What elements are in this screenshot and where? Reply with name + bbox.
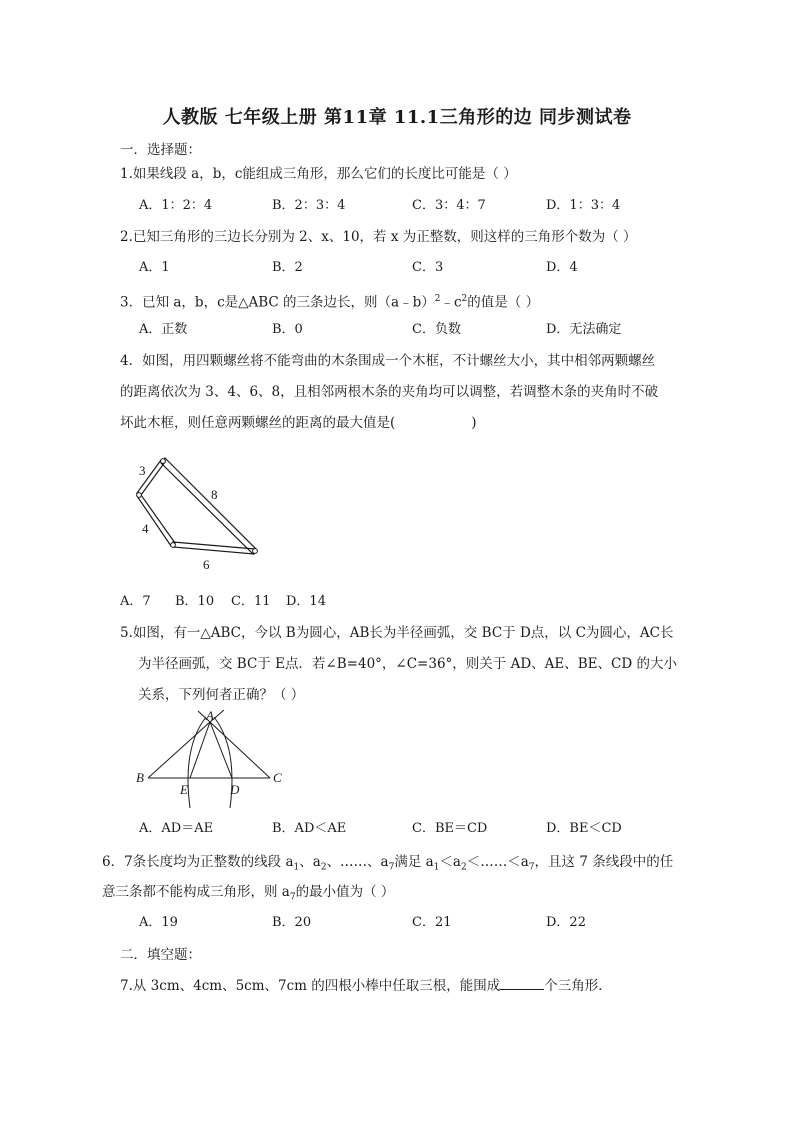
figure-label-e: E [180, 782, 188, 797]
triangle-arc-figure [130, 708, 290, 810]
q6-sub-7b: 7 [528, 862, 535, 873]
q3-option-c: C．负数 [412, 322, 461, 337]
section-heading-fill: 二．填空题： [120, 947, 201, 963]
q1-option-b: B．2：3：4 [272, 198, 346, 213]
q4-line3-text: 坏此木框，则任意两颗螺丝的距离的最大值是( [120, 415, 396, 431]
q6-line2-a: 意三条都不能构成三角形，则 a [102, 884, 290, 900]
frame-screws [137, 459, 258, 554]
question-4-line-2: 的距离依次为 3、4、6、8，且相邻两根木条的夹角均可以调整，若调整木条的夹角时不破 [120, 384, 659, 400]
q3-option-b: B．0 [272, 322, 303, 337]
figure-label-8: 8 [211, 487, 218, 502]
q4-option-c: C．11 [231, 594, 271, 609]
q6-sub-1a: 1 [293, 862, 300, 873]
q6-option-b: B．20 [272, 915, 312, 930]
q3-exponent-2: 2 [461, 294, 468, 304]
q7-text-b: 个三角形． [544, 978, 612, 994]
question-5-line-3: 关系，下列何者正确？（ ） [138, 687, 305, 703]
q4-line3-close: ) [471, 415, 477, 431]
question-6-line-1 [102, 853, 673, 877]
arc-centered-c [188, 717, 206, 808]
question-6-line-2 [102, 883, 394, 907]
segment-ac [210, 722, 270, 778]
question-7-stem [120, 977, 612, 995]
q6-line1-a: 6．7条长度均为正整数的线段 a [102, 854, 294, 870]
question-5-line-2: 为半径画弧，交 BC于 E点．若∠B=40°，∠C=36°，则关于 AD、AE、BE、CD 的大小 [138, 656, 677, 672]
q7-text-a: 7.从 3cm、4cm、5cm、7cm 的四根小棒中任取三根，能围成 [120, 978, 501, 994]
figure-label-a: A [206, 708, 214, 723]
figure-label-3: 3 [139, 463, 146, 478]
screw-top [161, 459, 166, 464]
segment-ab [148, 722, 210, 778]
q2-option-d: D．4 [546, 260, 578, 275]
q6-line1-f: ＜……＜a [466, 854, 529, 870]
question-4-line-1: 4．如图，用四颗螺丝将不能弯曲的木条围成一个木框，不计螺丝大小，其中相邻两颗螺丝 [120, 353, 656, 369]
q6-sub-2b: 2 [461, 862, 467, 873]
screw-bottom [171, 543, 176, 548]
q7-answer-blank [500, 977, 544, 990]
q6-line1-e: ＜a [439, 854, 461, 870]
figure-label-d: D [230, 782, 240, 797]
screw-left [137, 493, 142, 498]
q2-option-b: B．2 [272, 260, 303, 275]
q3-option-a: A．正数 [139, 322, 188, 337]
q6-line1-d: 满足 a [394, 854, 434, 870]
figure-label-b: B [136, 770, 144, 785]
figure-label-6: 6 [203, 557, 210, 572]
q6-line2-b: 的最小值为（ ） [295, 884, 395, 900]
frame-bars [137, 458, 256, 554]
q6-sub-2a: 2 [320, 862, 327, 873]
q5-option-d: D．BE＜CD [546, 821, 622, 836]
figure-label-4: 4 [142, 521, 149, 536]
q6-sub-7a: 7 [388, 862, 395, 873]
q6-line1-g: ，且这 7 条线段中的任 [534, 854, 674, 870]
figure-label-c: C [273, 770, 282, 785]
q1-option-c: C．3：4：7 [412, 198, 486, 213]
q6-sub-7c: 7 [289, 892, 296, 903]
q3-stem-part-a: 3．已知 a，b，c是△ABC 的三条边长，则（a﹣b） [120, 294, 435, 311]
q3-stem-part-b: ﹣c [440, 294, 462, 311]
question-4-line-3 [120, 414, 477, 432]
page-title: 人教版 七年级上册 第11章 11.1三角形的边 同步测试卷 [162, 107, 632, 128]
q6-sub-1b: 1 [433, 862, 440, 873]
q6-option-a: A．19 [139, 915, 178, 930]
question-3-stem [120, 290, 539, 312]
question-5-line-1: 5.如图，有一△ABC，今以 B为圆心，AB长为半径画弧，交 BC于 D点，以 C为圆心，AC长 [120, 625, 674, 641]
q3-stem-part-c: 的值是（ ） [467, 294, 540, 311]
q1-option-d: D．1：3：4 [546, 198, 621, 213]
q6-line1-c: 、……、a [326, 854, 389, 870]
q6-option-d: D．22 [546, 915, 586, 930]
q3-option-d: D．无法确定 [546, 322, 622, 337]
screw-right [253, 549, 258, 554]
q4-option-d: D．14 [286, 594, 326, 609]
q4-option-b: B．10 [175, 594, 215, 609]
q6-line1-b: 、a [299, 854, 321, 870]
q1-option-a: A．1：2：4 [139, 198, 213, 213]
section-heading-choice: 一．选择题： [120, 142, 201, 158]
q5-option-c: C．BE＝CD [412, 821, 488, 836]
bar-8 [161, 458, 256, 554]
q2-option-a: A．1 [139, 260, 170, 275]
question-2-stem: 2.已知三角形的三边长分别为 2、x、10，若 x 为正整数，则这样的三角形个数为（ ） [120, 229, 637, 245]
q3-exponent-1: 2 [434, 294, 441, 304]
question-1-stem: 1.如果线段 a，b，c能组成三角形，那么它们的长度比可能是（ ） [120, 166, 517, 182]
q6-option-c: C．21 [412, 915, 452, 930]
q4-option-a: A．7 [120, 594, 151, 609]
q2-option-c: C．3 [412, 260, 444, 275]
q5-option-a: A．AD＝AE [139, 821, 214, 836]
wooden-frame-figure [125, 455, 275, 575]
q5-option-b: B．AD＜AE [272, 821, 347, 836]
